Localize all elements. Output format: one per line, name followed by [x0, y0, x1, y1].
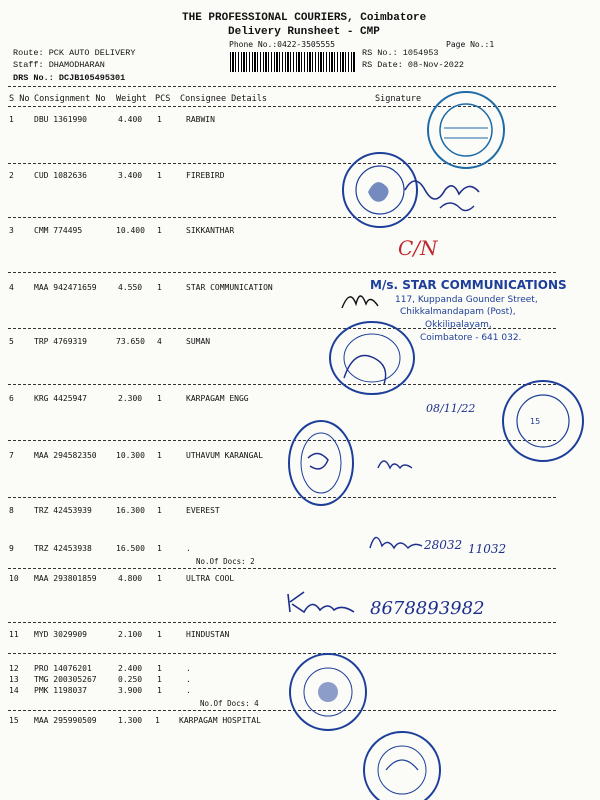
row-consignment: CUD 1082636 — [34, 171, 87, 180]
col-consignment: Consignment No — [34, 94, 106, 104]
rs-number: RS No.: 1054953 — [362, 48, 439, 58]
handwritten-phone: 8678893982 — [370, 598, 485, 619]
row-pcs: 1 — [157, 664, 162, 673]
row-sno: 3 — [9, 226, 14, 235]
row-sno: 12 — [9, 664, 19, 673]
hindustan-stamp — [288, 650, 368, 734]
row-consignee: . — [186, 686, 191, 695]
row-consignment: TMG 200305267 — [34, 675, 97, 684]
phone-number: Phone No.:0422-3505555 — [229, 40, 335, 49]
row-pcs: 1 — [157, 675, 162, 684]
row-pcs: 1 — [157, 115, 162, 124]
row-consignment: TRP 4769319 — [34, 337, 87, 346]
docs-count: No.Of Docs: 2 — [196, 557, 255, 566]
row-consignment: MAA 295990509 — [34, 716, 97, 725]
row-weight: 3.900 — [118, 686, 143, 695]
row-pcs: 1 — [157, 451, 162, 460]
row-sno: 4 — [9, 283, 14, 292]
row-consignee: SIKKANTHAR — [186, 226, 235, 235]
row-weight: 3.400 — [118, 171, 143, 180]
row-weight: 2.300 — [118, 394, 143, 403]
row-weight: 0.250 — [118, 675, 143, 684]
row-pcs: 1 — [157, 506, 162, 515]
row-consignment: PMK 1198037 — [34, 686, 87, 695]
row-divider — [8, 272, 556, 273]
row-sno: 1 — [9, 115, 14, 124]
row-consignment: PRO 14076201 — [34, 664, 92, 673]
karpagam-hospital-stamp — [362, 726, 442, 800]
row-weight: 2.400 — [118, 664, 143, 673]
row-consignee: STAR COMMUNICATION — [186, 283, 273, 292]
row-weight: 4.550 — [118, 283, 143, 292]
magnum-stamp — [328, 318, 416, 398]
row-consignment: TRZ 42453939 — [34, 506, 92, 515]
runsheet-title: Delivery Runsheet - CMP — [228, 26, 380, 38]
row-sno: 5 — [9, 337, 14, 346]
row-sno: 8 — [9, 506, 14, 515]
row-consignment: DBU 1361990 — [34, 115, 87, 124]
row-weight: 73.650 — [116, 337, 145, 346]
row-consignee: UTHAVUM KARANGAL — [186, 451, 264, 460]
row-sno: 2 — [9, 171, 14, 180]
row-weight: 16.300 — [116, 506, 145, 515]
signature-icon — [286, 586, 366, 616]
row-divider — [8, 497, 556, 498]
staff: Staff: DHAMODHARAN — [13, 60, 105, 70]
stamp-line: Chikkalmandapam (Post), — [400, 307, 516, 317]
row-pcs: 1 — [157, 544, 162, 553]
row-consignment: CMM 774495 — [34, 226, 83, 235]
docs-count: No.Of Docs: 4 — [200, 699, 259, 708]
row-pcs: 4 — [157, 337, 162, 346]
row-sno: 15 — [9, 716, 19, 725]
row-consignee: . — [186, 544, 191, 553]
company-name: THE PROFESSIONAL COURIERS, Coimbatore — [182, 12, 427, 24]
row-weight: 4.400 — [118, 115, 143, 124]
row-consignee: SUMAN — [186, 337, 211, 346]
row-sno: 10 — [9, 574, 19, 583]
page-number: Page No.:1 — [446, 40, 495, 49]
row-consignee: EVEREST — [186, 506, 220, 515]
row-consignee: FIREBIRD — [186, 171, 225, 180]
rabwin-stamp — [426, 88, 506, 172]
col-signature: Signature — [375, 94, 422, 104]
row-pcs: 1 — [157, 394, 162, 403]
row-pcs: 1 — [157, 171, 162, 180]
row-divider — [8, 440, 556, 441]
header-divider — [8, 86, 556, 87]
handwritten-number: 11032 — [468, 542, 507, 556]
col-pcs: PCS — [155, 94, 171, 104]
row-weight: 2.100 — [118, 630, 143, 639]
row-sno: 7 — [9, 451, 14, 460]
row-sno: 9 — [9, 544, 14, 553]
row-consignee: . — [186, 675, 191, 684]
signature-icon — [368, 528, 428, 556]
row-divider — [8, 622, 556, 623]
row-sno: 6 — [9, 394, 14, 403]
row-sno: 11 — [9, 630, 19, 639]
row-pcs: 1 — [157, 630, 162, 639]
stamp-title: M/s. STAR COMMUNICATIONS — [370, 278, 567, 292]
row-consignment: MYD 3029909 — [34, 630, 87, 639]
uthavum-stamp — [286, 418, 356, 508]
row-consignee: HINDUSTAN — [186, 630, 230, 639]
row-consignee: KARPAGAM ENGG — [186, 394, 249, 403]
row-divider — [8, 710, 556, 711]
stamp-line: 117, Kuppanda Gounder Street, — [395, 295, 538, 305]
row-weight: 10.400 — [116, 226, 145, 235]
row-consignment: TRZ 42453938 — [34, 544, 92, 553]
handwritten-date: 08/11/22 — [426, 402, 476, 415]
row-divider — [8, 568, 556, 569]
row-pcs: 1 — [155, 716, 160, 725]
handwritten-cn: C/N — [398, 236, 438, 260]
row-pcs: 1 — [157, 574, 162, 583]
row-weight: 1.300 — [118, 716, 143, 725]
row-consignment: MAA 942471659 — [34, 283, 97, 292]
route: Route: PCK AUTO DELIVERY — [13, 48, 136, 58]
row-consignee: . — [186, 664, 191, 673]
row-sno: 13 — [9, 675, 19, 684]
row-sno: 14 — [9, 686, 19, 695]
row-weight: 10.300 — [116, 451, 145, 460]
col-weight: Weight — [116, 94, 147, 104]
row-weight: 4.800 — [118, 574, 143, 583]
col-sno: S No — [9, 94, 30, 104]
row-pcs: 1 — [157, 226, 162, 235]
stamp-line: Okkilipalayam, — [425, 320, 492, 330]
svg-text:15: 15 — [530, 417, 541, 426]
rs-date: RS Date: 08-Nov-2022 — [362, 60, 465, 70]
barcode — [230, 52, 356, 72]
karpagam-engg-stamp — [500, 378, 586, 464]
row-consignee: KARPAGAM HOSPITAL — [179, 716, 261, 725]
row-pcs: 1 — [157, 283, 162, 292]
row-divider — [8, 653, 556, 654]
handwritten-number: 28032 — [424, 538, 463, 552]
row-consignee: RABWIN — [186, 115, 215, 124]
stamp-line: Coimbatore - 641 032. — [420, 333, 522, 343]
row-consignee: ULTRA COOL — [186, 574, 235, 583]
col-consignee: Consignee Details — [180, 94, 267, 104]
signature-icon — [340, 284, 380, 314]
row-consignment: MAA 294582350 — [34, 451, 97, 460]
row-consignment: KRG 4425947 — [34, 394, 87, 403]
drs-number: DRS No.: DCJB105495301 — [13, 73, 126, 83]
row-pcs: 1 — [157, 686, 162, 695]
row-consignment: MAA 293801859 — [34, 574, 97, 583]
row-divider — [8, 384, 556, 385]
signature-icon — [400, 170, 500, 220]
signature-icon — [376, 450, 416, 476]
row-weight: 16.500 — [116, 544, 145, 553]
